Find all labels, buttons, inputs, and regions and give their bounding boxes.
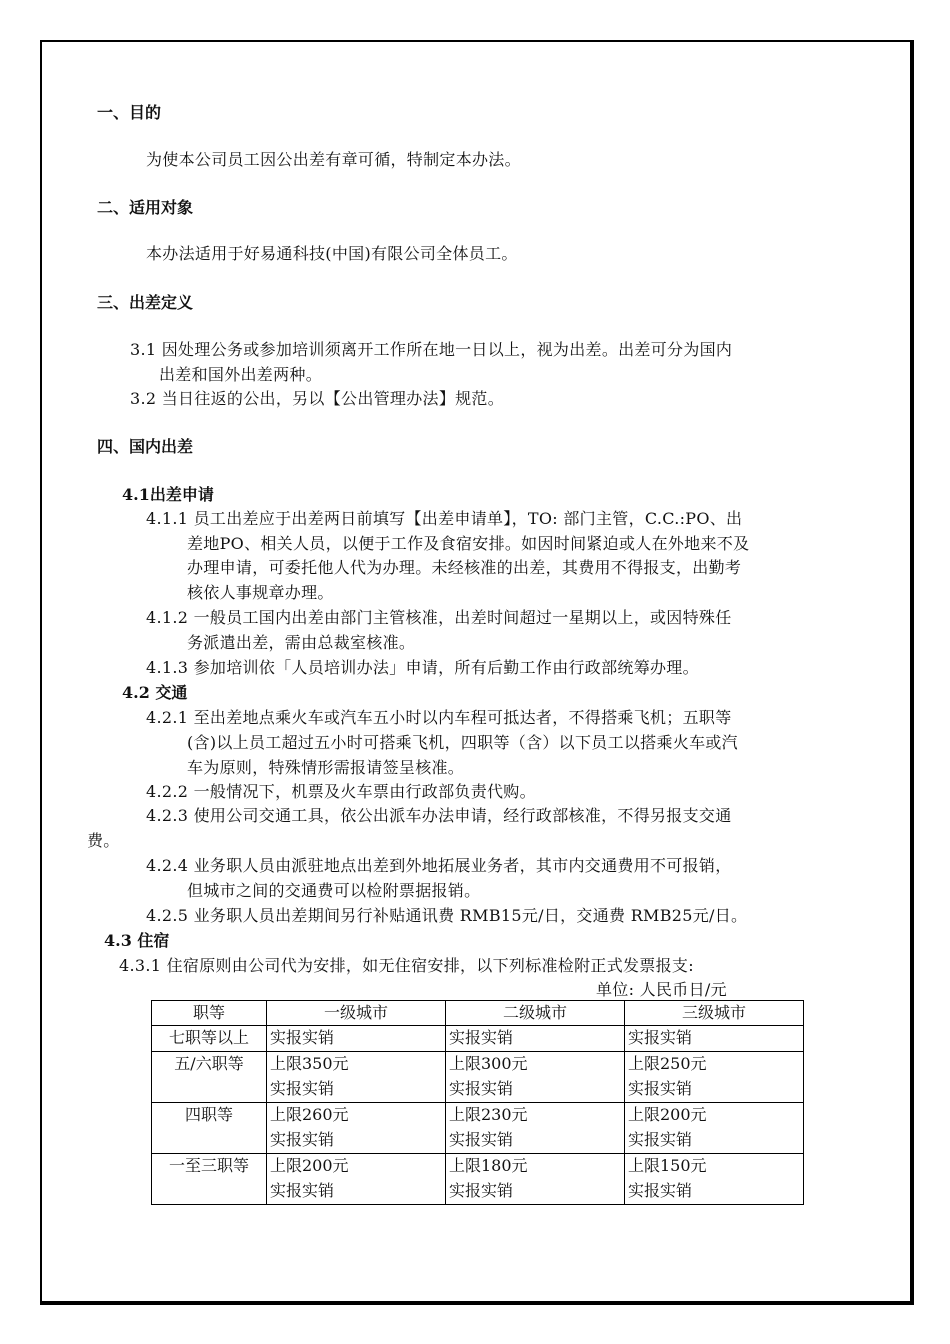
section-2-heading: 二、适用对象 xyxy=(97,198,194,217)
rate-cell xyxy=(625,1154,804,1205)
section-1-text: 为使本公司员工因公出差有章可循，特制定本办法。 xyxy=(146,150,521,169)
rate-text: 实报实销 xyxy=(270,1028,335,1047)
header-grade: 职等 xyxy=(152,1001,267,1026)
clause-4-1-2-line-2: 务派遣出差，需由总裁室核准。 xyxy=(187,633,416,652)
clause-4-1-1-line-1: 4.1.1 员工出差应于出差两日前填写【出差申请单】，TO: 部门主管，C.C.:PO、出 xyxy=(146,509,743,528)
rate-limit: 上限200元 xyxy=(270,1156,349,1175)
grade-cell: 一至三职等 xyxy=(152,1154,267,1205)
clause-4-1-2-line-1: 4.1.2 一般员工国内出差由部门主管核准，出差时间超过一星期以上，或因特殊任 xyxy=(146,608,732,627)
subsection-4-3-heading: 4.3 住宿 xyxy=(104,931,170,950)
rate-text: 实报实销 xyxy=(628,1130,693,1149)
rate-cell xyxy=(625,1103,804,1154)
rate-cell xyxy=(267,1154,446,1205)
rate-limit: 上限230元 xyxy=(449,1105,528,1124)
rate-limit: 上限150元 xyxy=(628,1156,707,1175)
clause-4-2-2: 4.2.2 一般情况下，机票及火车票由行政部负责代购。 xyxy=(146,782,536,801)
rate-text: 实报实销 xyxy=(628,1181,693,1200)
rate-cell xyxy=(446,1154,625,1205)
grade-cell: 七职等以上 xyxy=(152,1026,267,1052)
rate-text: 实报实销 xyxy=(270,1181,335,1200)
table-row xyxy=(152,1052,804,1103)
clause-4-2-1-line-2: (含)以上员工超过五小时可搭乘飞机，四职等（含）以下员工以搭乘火车或汽 xyxy=(187,733,738,752)
rate-limit: 上限200元 xyxy=(628,1105,707,1124)
clause-4-2-3-line-2: 费。 xyxy=(87,831,120,850)
rate-limit: 上限180元 xyxy=(449,1156,528,1175)
clause-4-1-1-line-3: 办理申请，可委托他人代为办理。未经核准的出差，其费用不得报支，出勤考 xyxy=(187,558,742,577)
rate-text: 实报实销 xyxy=(270,1079,335,1098)
table-header-row xyxy=(152,1001,804,1026)
rate-limit: 上限250元 xyxy=(628,1054,707,1073)
grade-cell: 四职等 xyxy=(152,1103,267,1154)
clause-4-1-3: 4.1.3 参加培训依「人员培训办法」申请，所有后勤工作由行政部统筹办理。 xyxy=(146,658,699,677)
rate-cell xyxy=(267,1026,446,1052)
rate-text: 实报实销 xyxy=(449,1028,514,1047)
section-1-heading: 一、目的 xyxy=(97,103,162,122)
rate-cell xyxy=(446,1052,625,1103)
rate-cell xyxy=(625,1026,804,1052)
header-tier-2-city: 二级城市 xyxy=(446,1001,625,1026)
rate-text: 实报实销 xyxy=(628,1079,693,1098)
clause-3-2: 3.2 当日往返的公出，另以【公出管理办法】规范。 xyxy=(130,389,505,408)
rate-cell xyxy=(267,1052,446,1103)
header-tier-3-city: 三级城市 xyxy=(625,1001,804,1026)
clause-3-1-line-1: 3.1 因处理公务或参加培训须离开工作所在地一日以上，视为出差。出差可分为国内 xyxy=(130,340,733,359)
rate-text: 实报实销 xyxy=(449,1130,514,1149)
grade-cell: 五/六职等 xyxy=(152,1052,267,1103)
clause-4-2-4-line-1: 4.2.4 业务职人员由派驻地点出差到外地拓展业务者，其市内交通费用不可报销， xyxy=(146,856,732,875)
rate-text: 实报实销 xyxy=(270,1130,335,1149)
table-row xyxy=(152,1103,804,1154)
rate-limit: 上限260元 xyxy=(270,1105,349,1124)
rate-text: 实报实销 xyxy=(628,1028,693,1047)
section-2-text: 本办法适用于好易通科技(中国)有限公司全体员工。 xyxy=(146,244,518,263)
rate-limit: 上限350元 xyxy=(270,1054,349,1073)
subsection-4-1-heading: 4.1出差申请 xyxy=(122,485,214,504)
clause-4-2-4-line-2: 但城市之间的交通费可以检附票据报销。 xyxy=(187,881,481,900)
clause-4-2-3-line-1: 4.2.3 使用公司交通工具，依公出派车办法申请，经行政部核准，不得另报支交通 xyxy=(146,806,732,825)
clause-4-3-1: 4.3.1 住宿原则由公司代为安排，如无住宿安排，以下列标准检附正式发票报支: xyxy=(119,956,694,975)
rate-text: 实报实销 xyxy=(449,1079,514,1098)
clause-4-1-1-line-2: 差地PO、相关人员，以便于工作及食宿安排。如因时间紧迫或人在外地来不及 xyxy=(187,534,750,553)
rate-cell xyxy=(446,1103,625,1154)
clause-4-2-5: 4.2.5 业务职人员出差期间另行补贴通讯费 RMB15元/日，交通费 RMB25元/日。 xyxy=(146,906,748,925)
table-row xyxy=(152,1154,804,1205)
clause-3-1-line-2: 出差和国外出差两种。 xyxy=(159,365,323,384)
unit-label: 单位: 人民币日/元 xyxy=(596,980,727,999)
section-4-heading: 四、国内出差 xyxy=(97,437,194,456)
subsection-4-2-heading: 4.2 交通 xyxy=(122,683,188,702)
rate-text: 实报实销 xyxy=(449,1181,514,1200)
rate-cell xyxy=(446,1026,625,1052)
section-3-heading: 三、出差定义 xyxy=(97,293,194,312)
header-tier-1-city: 一级城市 xyxy=(267,1001,446,1026)
clause-4-2-1-line-1: 4.2.1 至出差地点乘火车或汽车五小时以内车程可抵达者，不得搭乘飞机；五职等 xyxy=(146,708,732,727)
clause-4-2-1-line-3: 车为原则，特殊情形需报请签呈核准。 xyxy=(187,758,465,777)
rate-cell xyxy=(267,1103,446,1154)
table-row xyxy=(152,1026,804,1052)
rate-limit: 上限300元 xyxy=(449,1054,528,1073)
clause-4-1-1-line-4: 核依人事规章办理。 xyxy=(187,583,334,602)
lodging-rate-table xyxy=(151,1000,804,1205)
rate-cell xyxy=(625,1052,804,1103)
